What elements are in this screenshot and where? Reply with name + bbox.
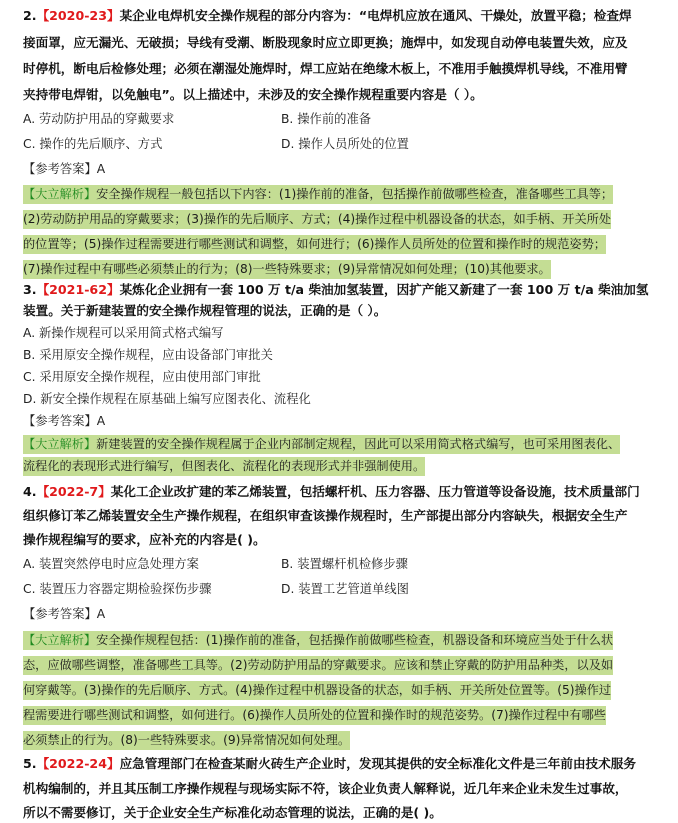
- analysis-label: 【大立解析】: [23, 187, 97, 201]
- question-year-tag: 【2022-7】: [36, 484, 111, 499]
- question-3-option-a[interactable]: A. 新操作规程可以采用简式格式编写: [23, 326, 224, 340]
- question-4-analysis-line-4: 程需要进行哪些测试和调整，如何进行。(6)操作人员所处的位置和操作时的规范姿势。(7)操作过程中有哪些: [23, 706, 606, 725]
- question-2-analysis-line-2: (2)劳动防护用品的穿戴要求；(3)操作的先后顺序、方式；(4)操作过程中机器设备的状态，如手柄、开关所处: [23, 210, 611, 229]
- question-4-analysis-line-5: 必须禁止的行为。(8)一些特殊要求。(9)异常情况如何处理。: [23, 731, 350, 750]
- question-2-analysis-line-3: 的位置等；(5)操作过程需要进行哪些测试和调整，如何进行；(6)操作人员所处的位置和操作时的规范姿势；: [23, 235, 606, 254]
- question-4-stem-line-1: 4.【2022-7】某化工企业改扩建的苯乙烯装置，包括螺杆机、压力容器、压力管道等设备设施，技术质量部门: [23, 484, 640, 499]
- question-4-analysis-line-2: 态，应做哪些调整，准备哪些工具等。(2)劳动防护用品的穿戴要求。应该和禁止穿戴的防护用品种类，以及如: [23, 656, 613, 675]
- question-5-stem-line-3: 所以不需要修订，关于企业安全生产标准化动态管理的说法，正确的是( )。: [23, 805, 442, 820]
- question-number: 2.: [23, 8, 37, 23]
- analysis-label: 【大立解析】: [23, 633, 97, 647]
- question-5-stem-line-1: 5.【2022-24】应急管理部门在检查某耐火砖生产企业时，发现其提供的安全标准化文件是三年前由技术服务: [23, 756, 636, 771]
- question-2-answer: 【参考答案】A: [23, 162, 106, 176]
- question-4-answer: 【参考答案】A: [23, 607, 106, 621]
- question-4-analysis-line-3: 何穿戴等。(3)操作的先后顺序、方式。(4)操作过程中机器设备的状态，如手柄、开关所处位置等。(5)操作过: [23, 681, 611, 700]
- question-4-stem-line-3: 操作规程编写的要求，应补充的内容是( )。: [23, 532, 266, 547]
- question-2-option-a[interactable]: A. 劳动防护用品的穿戴要求: [23, 112, 175, 126]
- question-3-stem-line-1: 3.【2021-62】某炼化企业拥有一套 100 万 t/a 柴油加氢装置，因扩产能又新建了一套 100 万 t/a 柴油加氢: [23, 282, 649, 297]
- question-3-analysis-line-2: 流程化的表现形式进行编写，但图表化、流程化的表现形式并非强制使用。: [23, 457, 425, 476]
- question-year-tag: 【2022-24】: [36, 756, 120, 771]
- analysis-label: 【大立解析】: [23, 437, 97, 451]
- question-year-tag: 【2020-23】: [36, 8, 120, 23]
- question-3-option-b[interactable]: B. 采用原安全操作规程，应由设备部门审批关: [23, 348, 273, 362]
- question-4-option-c[interactable]: C. 装置压力容器定期检验探伤步骤: [23, 582, 212, 596]
- question-number: 4.: [23, 484, 37, 499]
- question-2-stem-line-3: 时停机，断电后检修处理；必须在潮湿处施焊时，焊工应站在绝缘木板上，不准用手触摸焊机导线，不准用臂: [23, 61, 628, 76]
- question-4-option-d[interactable]: D. 装置工艺管道单线图: [281, 582, 409, 596]
- question-2-stem-line-4: 夹持带电焊钳，以免触电”。以上描述中，未涉及的安全操作规程重要内容是（ ）。: [23, 87, 483, 102]
- question-2-stem-line-2: 接面罩，应无漏光、无破损；导线有受潮、断股现象时应立即更换；施焊中，如发现自动停电装置失效，应及: [23, 35, 628, 50]
- question-2-analysis-line-4: (7)操作过程中有哪些必须禁止的行为；(8)一些特殊要求；(9)异常情况如何处理；(10)其他要求。: [23, 260, 551, 279]
- question-5-stem-line-2: 机构编制的，并且其压制工序操作规程与现场实际不符，该企业负责人解释说，近几年来企业未发生过事故，: [23, 781, 628, 796]
- question-3-stem-line-2: 装置。关于新建装置的安全操作规程管理的说法，正确的是（ ）。: [23, 303, 387, 318]
- question-2-analysis-line-1: 【大立解析】安全操作规程一般包括以下内容：(1)操作前的准备，包括操作前做哪些检查，准备哪些工具等；: [23, 185, 613, 204]
- question-year-tag: 【2021-62】: [36, 282, 120, 297]
- question-3-answer: 【参考答案】A: [23, 414, 106, 428]
- question-4-option-a[interactable]: A. 装置突然停电时应急处理方案: [23, 557, 199, 571]
- question-number: 3.: [23, 282, 37, 297]
- question-2-option-d[interactable]: D. 操作人员所处的位置: [281, 137, 409, 151]
- question-3-option-d[interactable]: D. 新安全操作规程在原基础上编写应图表化、流程化: [23, 392, 311, 406]
- question-3-option-c[interactable]: C. 采用原安全操作规程，应由使用部门审批: [23, 370, 261, 384]
- question-2-option-c[interactable]: C. 操作的先后顺序、方式: [23, 137, 163, 151]
- question-3-analysis-line-1: 【大立解析】新建装置的安全操作规程属于企业内部制定规程，因此可以采用简式格式编写，也可采用图表化、: [23, 435, 620, 454]
- question-2-stem-line-1: 2.【2020-23】某企业电焊机安全操作规程的部分内容为：“电焊机应放在通风、干燥处，放置平稳；检查焊: [23, 8, 632, 23]
- question-4-option-b[interactable]: B. 装置螺杆机检修步骤: [281, 557, 408, 571]
- question-4-analysis-line-1: 【大立解析】安全操作规程包括：(1)操作前的准备，包括操作前做哪些检查，机器设备和环境应当处于什么状: [23, 631, 613, 650]
- question-4-stem-line-2: 组织修订苯乙烯装置安全生产操作规程，在组织审查该操作规程时，生产部提出部分内容缺失，根据安全生产: [23, 508, 628, 523]
- question-2-option-b[interactable]: B. 操作前的准备: [281, 112, 372, 126]
- question-number: 5.: [23, 756, 37, 771]
